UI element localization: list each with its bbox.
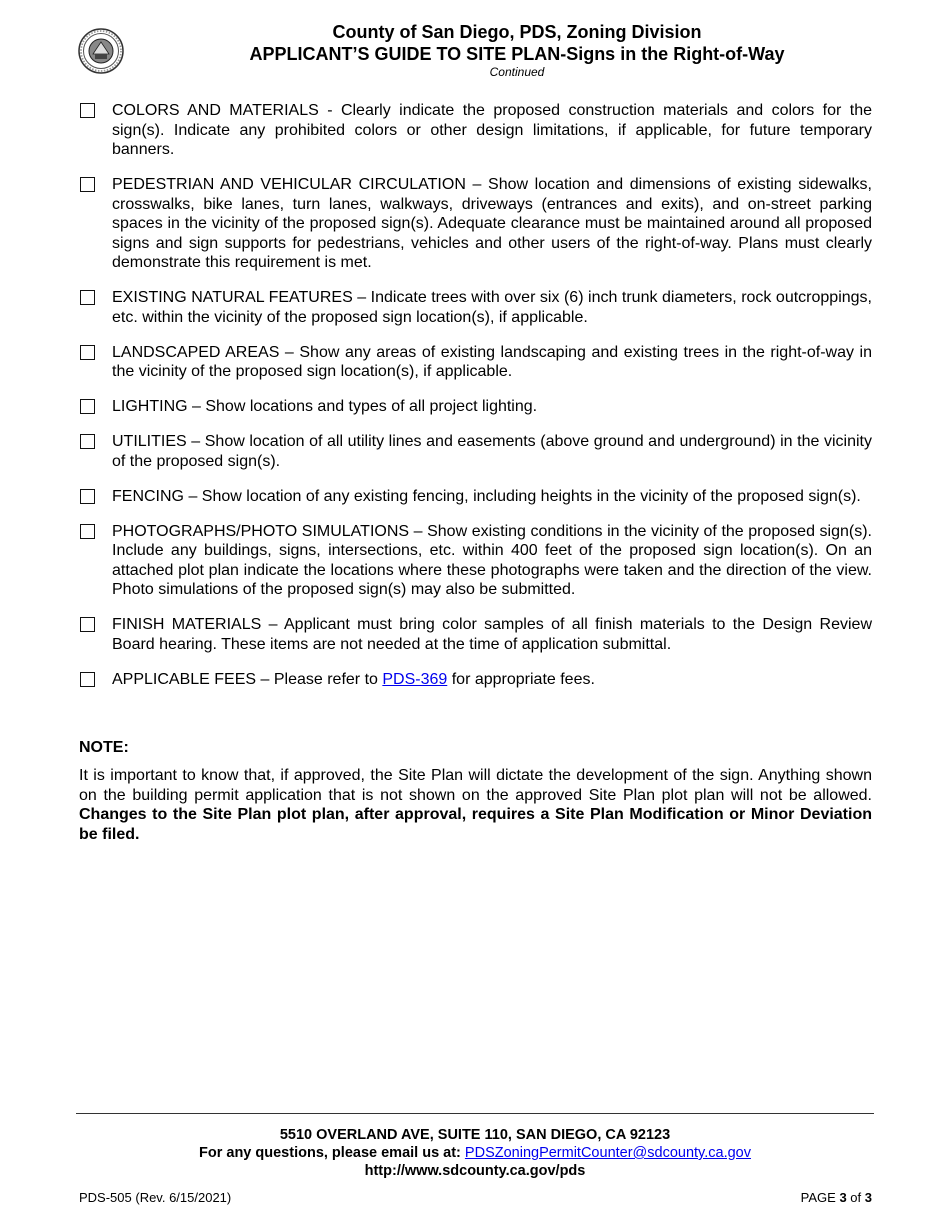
checkbox[interactable] [80, 617, 95, 632]
footer-email-label: For any questions, please email us at: [199, 1145, 465, 1161]
checkbox[interactable] [80, 345, 95, 360]
document-header [180, 22, 854, 79]
checkbox[interactable] [80, 103, 95, 118]
checklist-item-landscaped-areas [80, 343, 872, 382]
page-current: 3 [839, 1190, 847, 1205]
checklist-item-text: PHOTOGRAPHS/PHOTO SIMULATIONS – Show existing conditions in the vicinity of the proposed sign(s). Include any buildings, signs, intersections, etc. within 400 feet of the proposed sign location(s). On an attached plot plan indicate the locations where these photographs were taken and the direction of the view. Photo simulations of the proposed sign(s) may also be submitted. [112, 522, 872, 598]
footer-website: http://www.sdcounty.ca.gov/pds [364, 1163, 586, 1179]
form-id: PDS-505 (Rev. 6/15/2021) [79, 1190, 232, 1205]
checklist-item-fencing [80, 487, 872, 507]
page-of: of [846, 1190, 865, 1205]
checkbox[interactable] [80, 524, 95, 539]
checklist-item-applicable-fees [80, 670, 872, 690]
checklist-item-text [112, 670, 872, 690]
header-subtitle: Continued [489, 65, 545, 79]
checklist-item-circulation [80, 175, 872, 273]
header-title-line2: APPLICANT’S GUIDE TO SITE PLAN-Signs in the Right-of-Way [249, 44, 785, 64]
page-total: 3 [864, 1190, 872, 1205]
checklist-item-text: LIGHTING – Show locations and types of all project lighting. [112, 398, 538, 415]
footer-email-link[interactable]: PDSZoningPermitCounter@sdcounty.ca.gov [464, 1145, 751, 1161]
county-seal-icon [78, 28, 124, 74]
checkbox[interactable] [80, 434, 95, 449]
pds-369-link[interactable]: PDS-369 [382, 670, 448, 688]
footer-address: 5510 OVERLAND AVE, SUITE 110, SAN DIEGO, CA 92123 [279, 1127, 671, 1143]
checklist-item-lighting [80, 397, 872, 417]
footer-email-line [76, 1144, 874, 1162]
checkbox[interactable] [80, 399, 95, 414]
note-text: It is important to know that, if approved, the Site Plan will dictate the development of the sign. Anything shown on the building permit application that is not shown on the approved Site Plan plot plan will not be allowed. [79, 767, 872, 804]
note-body [79, 766, 872, 844]
checklist-item-text: FENCING – Show location of any existing fencing, including heights in the vicinity of the proposed sign(s). [112, 487, 861, 505]
checklist-item-text: PEDESTRIAN AND VEHICULAR CIRCULATION – Show location and dimensions of existing sidewalks, crosswalks, bike lanes, turn lanes, walkways, driveways (entrances and exits), and on-street parking spaces in the vicinity of the proposed sign(s). Adequate clearance must be maintained around all proposed signs and sign supports for pedestrians, vehicles and other users of the right-of-way. Plans must clearly demonstrate this requirement is met. [112, 176, 872, 271]
requirements-checklist [80, 101, 872, 705]
note-heading: NOTE: [79, 739, 129, 756]
checklist-item-colors-materials [80, 101, 872, 160]
checkbox[interactable] [80, 177, 95, 192]
checklist-item-text: FINISH MATERIALS – Applicant must bring color samples of all finish materials to the Design Review Board hearing. These items are not needed at the time of application submittal. [112, 616, 872, 653]
note-bold-text: Changes to the Site Plan plot plan, after approval, requires a Site Plan Modification or Minor Deviation be filed. [79, 806, 872, 843]
checklist-item-utilities [80, 432, 872, 471]
page-number [801, 1190, 872, 1206]
header-title-line1: County of San Diego, PDS, Zoning Division [332, 22, 702, 42]
checklist-item-photographs [80, 522, 872, 600]
page-label: PAGE [800, 1190, 840, 1205]
footer-divider [76, 1113, 874, 1114]
checkbox[interactable] [80, 672, 95, 687]
checklist-item-text: COLORS AND MATERIALS - Clearly indicate the proposed construction materials and colors for the sign(s). Indicate any prohibited colors or other design limitations, if applicable, for future temporary banners. [112, 102, 872, 158]
checklist-item-text: EXISTING NATURAL FEATURES – Indicate trees with over six (6) inch trunk diameters, rock outcroppings, etc. within the vicinity of the proposed sign location(s), if applicable. [112, 289, 872, 326]
checklist-item-text: UTILITIES – Show location of all utility lines and easements (above ground and underground) in the vicinity of the proposed sign(s). [112, 433, 872, 470]
checklist-item-text: LANDSCAPED AREAS – Show any areas of existing landscaping and existing trees in the right-of-way in the vicinity of the proposed sign location(s), if applicable. [112, 343, 872, 380]
fees-text-before: APPLICABLE FEES – Please refer to [112, 670, 383, 688]
checklist-item-finish-materials [80, 615, 872, 654]
checkbox[interactable] [80, 290, 95, 305]
checklist-item-natural-features [80, 288, 872, 327]
checkbox[interactable] [80, 489, 95, 504]
footer-contact [76, 1126, 874, 1180]
fees-text-after: for appropriate fees. [447, 670, 595, 688]
